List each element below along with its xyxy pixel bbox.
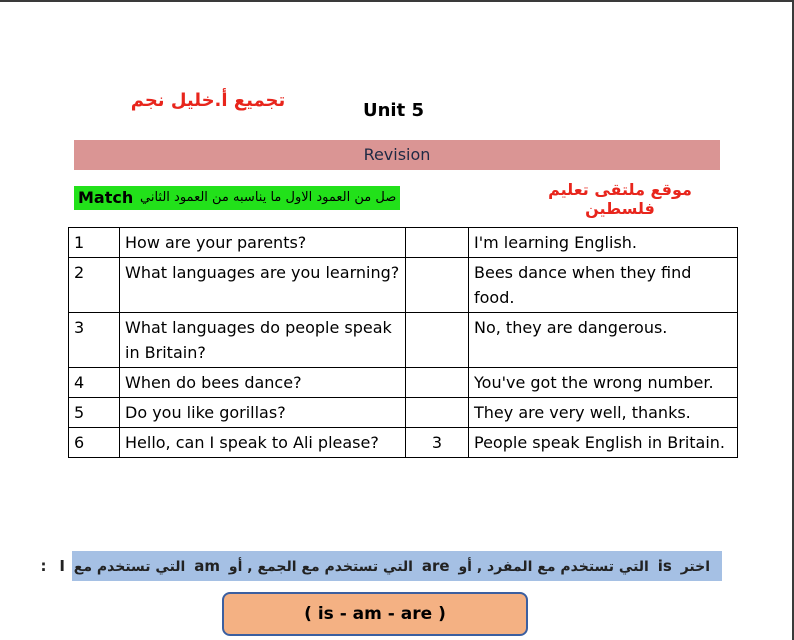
question-cell: What languages are you learning? [120,258,406,313]
choose-instruction [40,551,722,581]
keyword-i: I [59,557,65,575]
row-number: 3 [69,313,120,368]
row-number: 6 [69,428,120,458]
unit-title: Unit 5 [363,100,424,121]
choose-text-3: التي تستخدم مع الجمع , أو [228,559,413,575]
table-row [69,368,738,398]
option-cell: You've got the wrong number. [469,368,738,398]
choose-text-1: اختر [680,559,710,575]
option-cell: They are very well, thanks. [469,398,738,428]
row-number: 1 [69,228,120,258]
answer-cell[interactable] [406,368,469,398]
choose-text-2: التي تستخدم مع المفرد , أو [458,559,649,575]
table-row [69,258,738,313]
match-label: Match [74,186,137,210]
question-cell: Hello, can I speak to Ali please? [120,428,406,458]
keyword-are: are [421,557,450,575]
table-row [69,428,738,458]
option-cell: I'm learning English. [469,228,738,258]
question-cell: Do you like gorillas? [120,398,406,428]
compiler-credit: تجميع أ.خليل نجم [130,90,286,111]
row-number: 4 [69,368,120,398]
table-row [69,313,738,368]
table-row [69,228,738,258]
question-cell: How are your parents? [120,228,406,258]
option-cell: People speak English in Britain. [469,428,738,458]
keyword-is: is [657,557,672,575]
option-cell: Bees dance when they find food. [469,258,738,313]
question-cell: When do bees dance? [120,368,406,398]
table-row [69,398,738,428]
answer-cell[interactable] [406,228,469,258]
keyword-am: am [194,557,220,575]
choose-colon: : [40,557,47,575]
answer-cell[interactable]: 3 [406,428,469,458]
row-number: 2 [69,258,120,313]
revision-banner: Revision [74,140,720,170]
question-cell: What languages do people speak in Britain? [120,313,406,368]
option-cell: No, they are dangerous. [469,313,738,368]
site-name: موقع ملتقى تعليم فلسطين [548,180,692,218]
page-top-border [0,0,794,2]
options-box: ( is - am - are ) [222,592,528,636]
row-number: 5 [69,398,120,428]
match-instruction: صل من العمود الاول ما يناسبه من العمود الثاني [136,186,400,210]
answer-cell[interactable] [406,313,469,368]
match-table [68,227,738,458]
choose-text-4: التي تستخدم مع [73,559,186,575]
answer-cell[interactable] [406,258,469,313]
answer-cell[interactable] [406,398,469,428]
